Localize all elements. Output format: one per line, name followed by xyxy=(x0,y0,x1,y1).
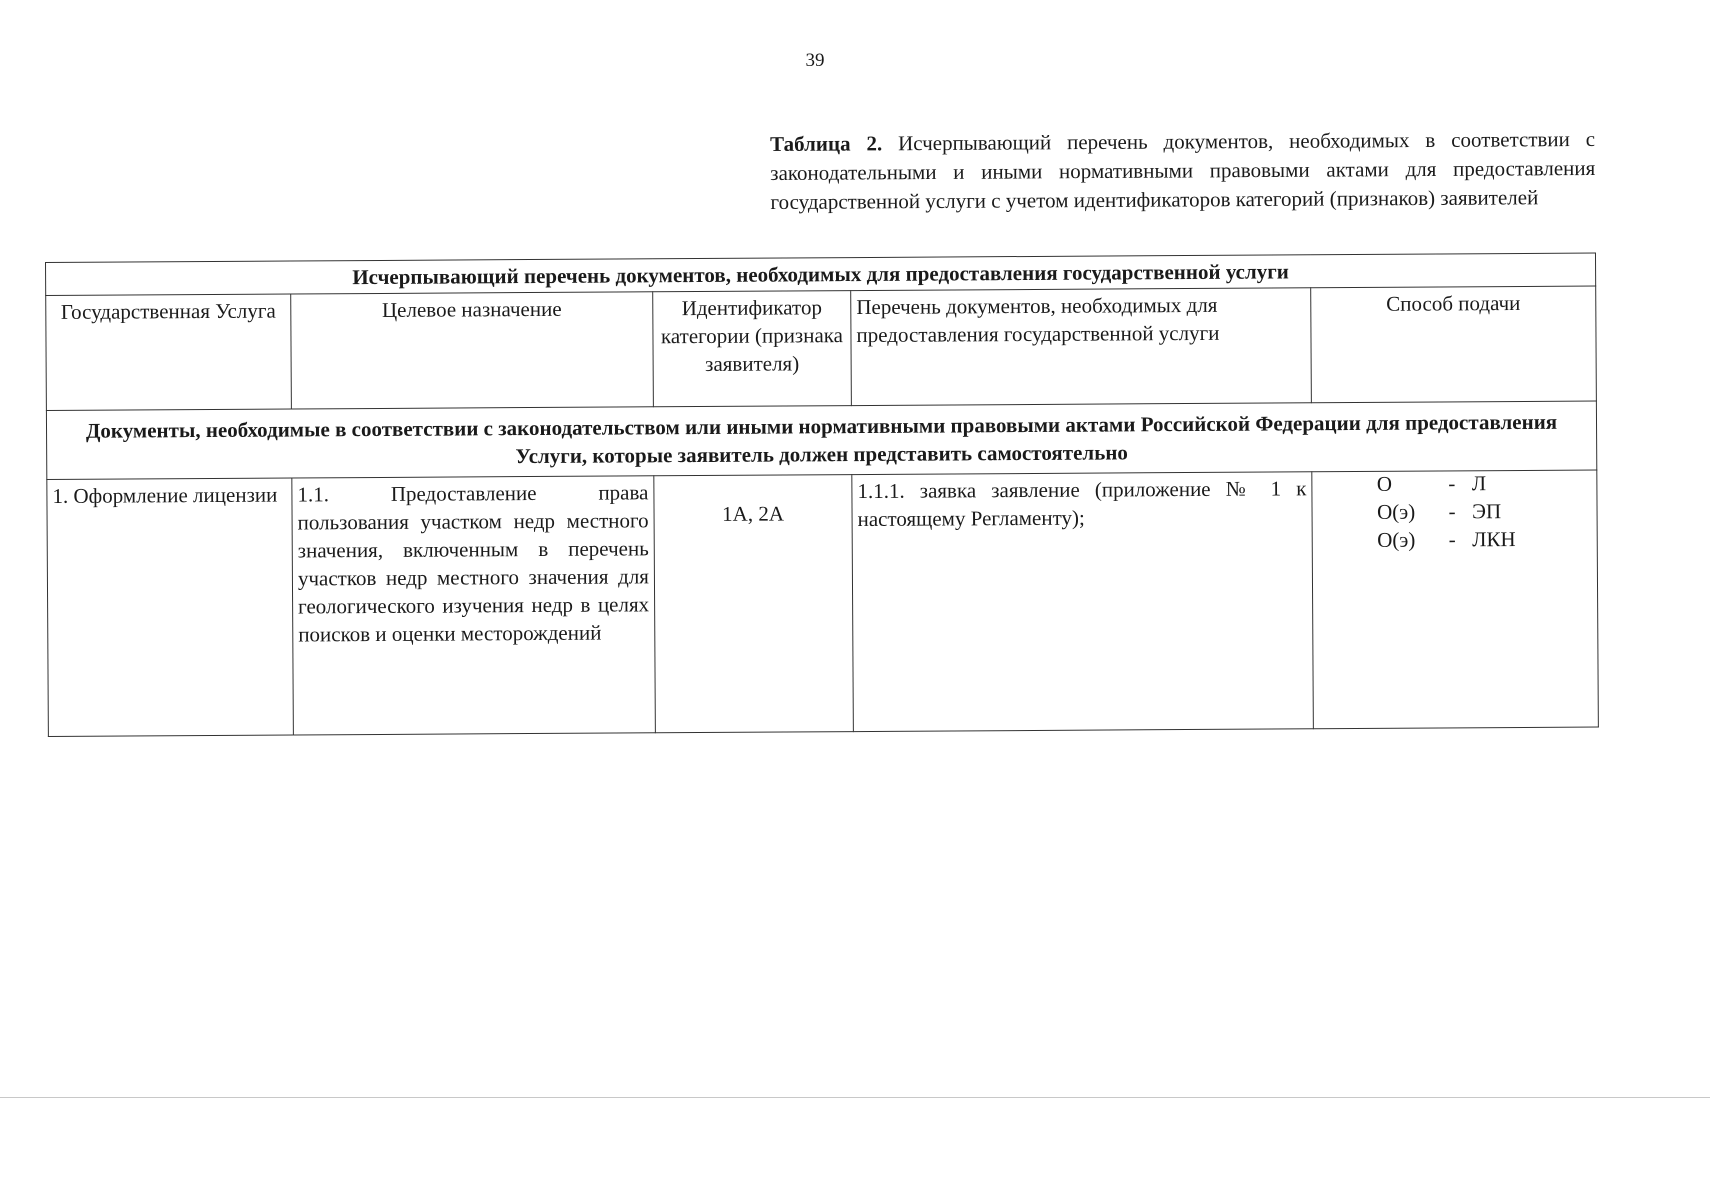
cell-documents: 1.1.1. заявка заявление (приложение № 1 к настоящему Регламенту); xyxy=(852,472,1314,732)
submission-method-list xyxy=(1317,469,1592,555)
method-form: О xyxy=(1376,471,1393,496)
documents-table xyxy=(45,253,1599,737)
column-header-documents: Перечень документов, необходимых для предоставления государственной услуги xyxy=(851,288,1312,406)
cell-submission-methods xyxy=(1312,470,1599,729)
cell-category-id: 1А, 2А xyxy=(654,475,854,733)
table-header-row xyxy=(46,286,1597,410)
column-header-service: Государственная Услуга xyxy=(46,294,292,410)
column-header-purpose: Целевое назначение xyxy=(291,292,654,409)
table-title: Исчерпывающий перечень документов, необходимых для предоставления государственной услуги xyxy=(46,253,1596,295)
cell-service: 1. Оформление лицензии xyxy=(47,478,294,736)
method-channel: Л xyxy=(1471,471,1487,496)
caption-label: Таблица 2. xyxy=(770,131,883,156)
method-dash: - xyxy=(1448,499,1456,524)
cell-purpose: 1.1. Предоставление права пользования участком недр местного значения, включенным в перечень участков недр местного значения для геологического изучения недр в целях поисков и оценки месторождений xyxy=(292,476,656,735)
section-title-row xyxy=(46,401,1596,479)
table-row xyxy=(47,470,1599,736)
column-header-submission-method: Способ подачи xyxy=(1311,286,1597,403)
page-divider xyxy=(0,1097,1710,1098)
column-header-category-id: Идентификатор категории (признака заявителя) xyxy=(653,291,852,407)
section-title: Документы, необходимые в соответствии с законодательством или иными нормативными правовыми актами Российской Федерации для предоставления Услуги, которые заявитель должен представить самостоятельно xyxy=(46,401,1596,479)
method-form: О(э) xyxy=(1376,499,1416,524)
method-dash: - xyxy=(1448,471,1456,496)
method-dash: - xyxy=(1448,527,1456,552)
method-form: О(э) xyxy=(1377,527,1416,552)
method-channel: ЛКН xyxy=(1472,527,1516,552)
method-channel: ЭП xyxy=(1471,499,1502,524)
table-caption xyxy=(770,125,1596,217)
page-number: 39 xyxy=(805,50,825,71)
caption-text: Исчерпывающий перечень документов, необходимых в соответствии с законодательными и иными нормативными правовыми актами для предоставления государственной услуги с учетом идентификаторов категорий (признаков) заявителей xyxy=(770,126,1596,214)
